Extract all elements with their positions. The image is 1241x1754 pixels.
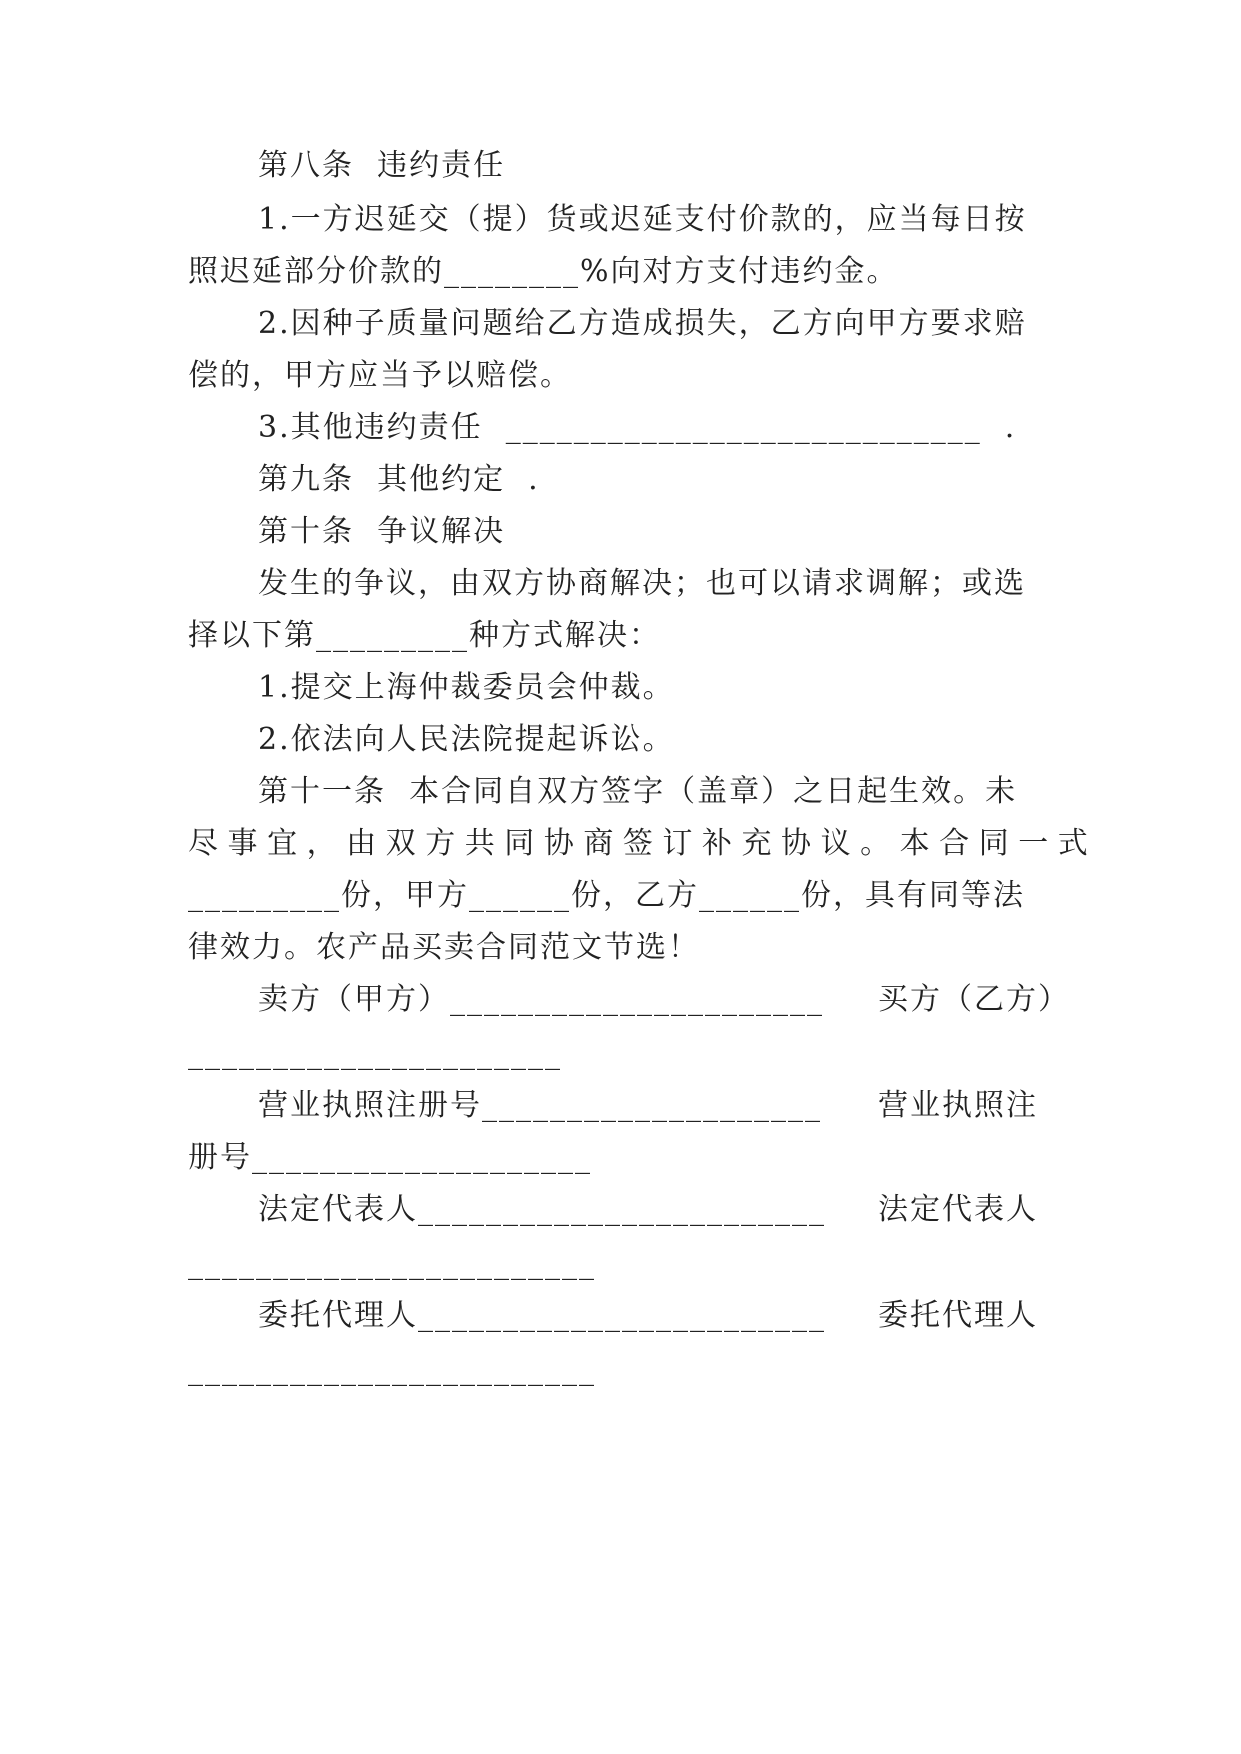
buyer-signature-blank: ______________________ (188, 1036, 562, 1071)
buyer-agent-label: 委托代理人 (878, 1298, 1038, 1333)
article-8-clause-1-cont: 照迟延部分价款的________%向对方支付违约金。 (188, 254, 899, 289)
seller-legal-rep-line: 法定代表人________________________ (258, 1192, 826, 1227)
buyer-registration-label: 营业执照注 (878, 1088, 1038, 1123)
article-8-title: 第八条 违约责任 (258, 148, 506, 183)
seller-registration-line: 营业执照注册号____________________ (258, 1088, 822, 1123)
article-8-clause-2-cont: 偿的，甲方应当予以赔偿。 (188, 358, 572, 393)
article-10-option-1: 1.提交上海仲裁委员会仲裁。 (258, 670, 675, 705)
article-10-text: 发生的争议，由双方协商解决；也可以请求调解；或选 (258, 566, 1026, 601)
buyer-label: 买方（乙方） (878, 982, 1070, 1017)
article-8-clause-3: 3.其他违约责任 ____________________________ . (258, 410, 1017, 445)
article-10-title: 第十条 争议解决 (258, 514, 506, 549)
buyer-agent-blank: ________________________ (188, 1352, 596, 1387)
article-9-title: 第九条 其他约定 . (258, 462, 540, 497)
article-11-line-1: 第十一条 本合同自双方签字（盖章）之日起生效。未 (258, 774, 1018, 809)
seller-agent-line: 委托代理人________________________ (258, 1298, 826, 1333)
article-11-line-3: _________份，甲方______份，乙方______份，具有同等法 (188, 878, 1025, 913)
article-11-line-2: 尽 事 宜 ， 由 双 方 共 同 协 商 签 订 补 充 协 议 。 本 合 同 一 式 (188, 826, 1088, 861)
buyer-registration-cont: 册号____________________ (188, 1140, 592, 1175)
article-8-clause-2: 2.因种子质量问题给乙方造成损失，乙方向甲方要求赔 (258, 306, 1027, 341)
article-8-clause-1: 1.一方迟延交（提）货或迟延支付价款的，应当每日按 (258, 202, 1027, 237)
seller-signature-line: 卖方（甲方）______________________ (258, 982, 824, 1017)
article-10-text-cont: 择以下第_________种方式解决： (188, 618, 661, 653)
article-10-option-2: 2.依法向人民法院提起诉讼。 (258, 722, 675, 757)
article-11-line-4: 律效力。农产品买卖合同范文节选！ (188, 930, 700, 965)
buyer-legal-rep-label: 法定代表人 (878, 1192, 1038, 1227)
buyer-legal-rep-blank: ________________________ (188, 1246, 596, 1281)
